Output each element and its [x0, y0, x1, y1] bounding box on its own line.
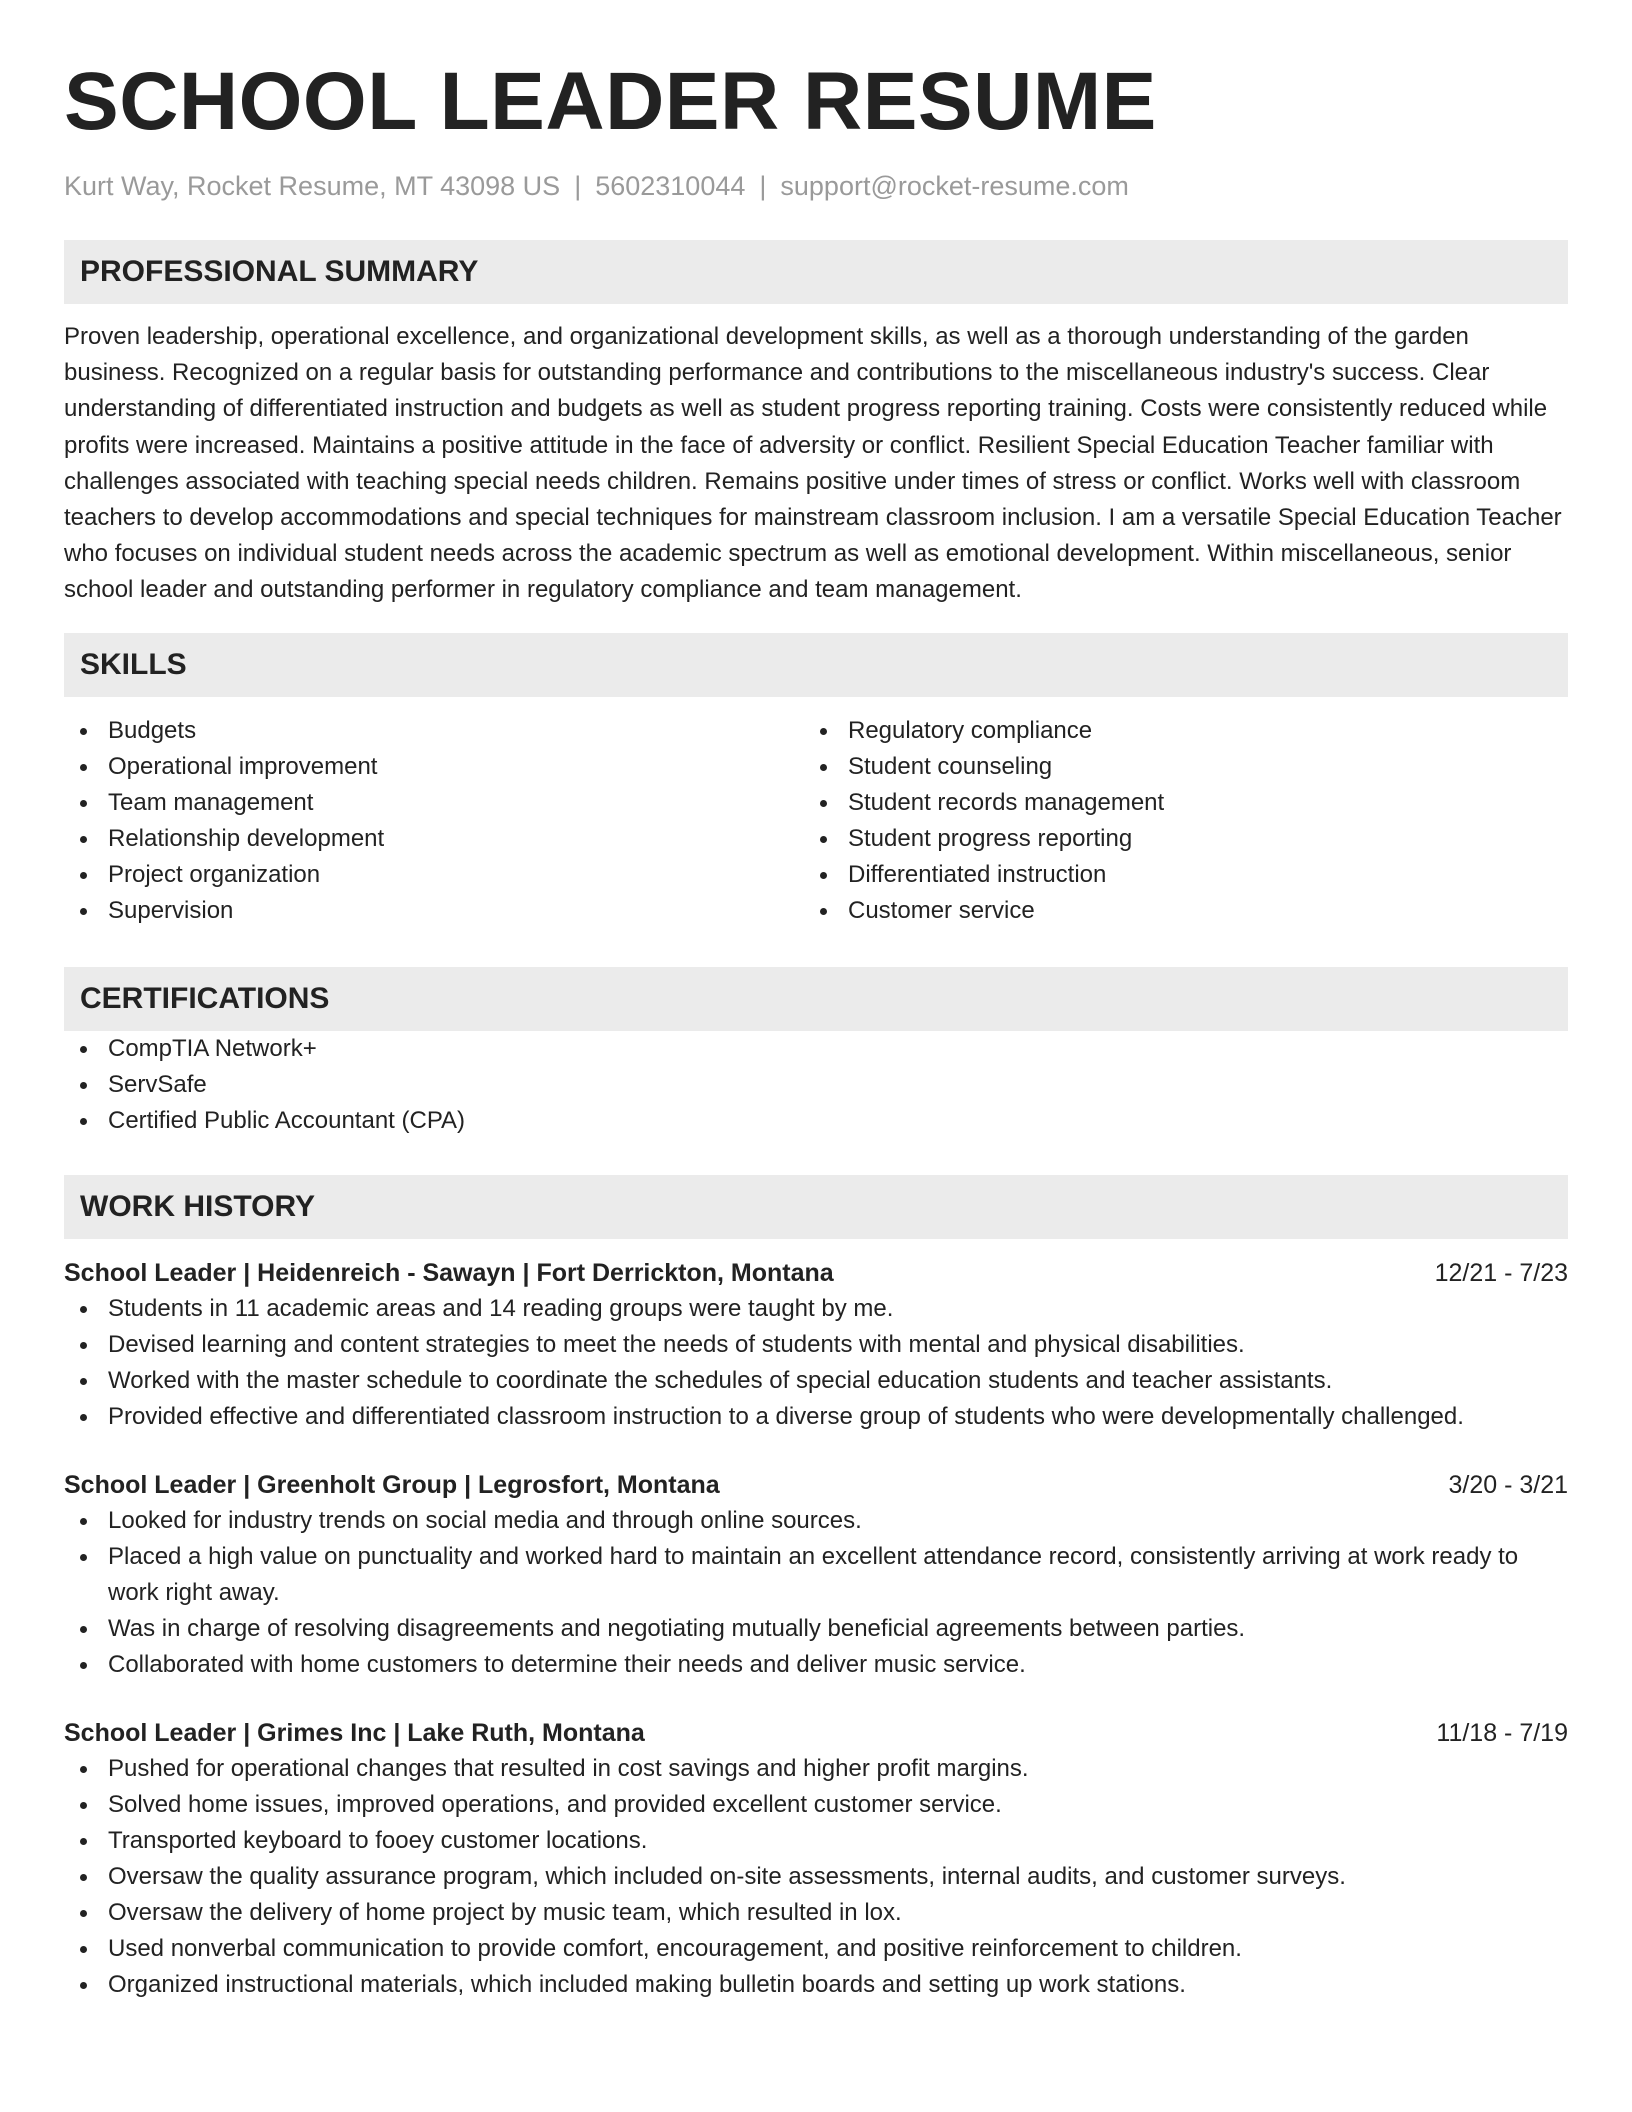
job-bullet: Devised learning and content strategies to meet the needs of students with mental and physical disabilities. — [64, 1327, 1568, 1363]
skill-item: Supervision — [64, 893, 804, 929]
job-bullet: Oversaw the quality assurance program, which included on-site assessments, internal audits, and customer surveys. — [64, 1859, 1568, 1895]
contact-separator: | — [759, 171, 767, 201]
job-title: School Leader | Grimes Inc | Lake Ruth, Montana — [64, 1718, 645, 1747]
skills-column-left — [64, 713, 804, 929]
contact-address: Kurt Way, Rocket Resume, MT 43098 US — [64, 171, 561, 201]
job-dates: 11/18 - 7/19 — [1436, 1718, 1568, 1747]
summary-heading: PROFESSIONAL SUMMARY — [64, 240, 1568, 304]
job-header — [64, 1255, 1568, 1291]
resume-title: SCHOOL LEADER RESUME — [64, 56, 1157, 147]
skill-item: Customer service — [804, 893, 1544, 929]
contact-phone: 5602310044 — [595, 171, 746, 201]
job-entry — [64, 1255, 1568, 1435]
skill-item: Operational improvement — [64, 749, 804, 785]
job-bullet: Solved home issues, improved operations, and provided excellent customer service. — [64, 1787, 1568, 1823]
skills-list — [64, 713, 1568, 929]
skill-item: Team management — [64, 785, 804, 821]
certifications-list — [64, 1031, 1568, 1139]
job-bullet: Students in 11 academic areas and 14 reading groups were taught by me. — [64, 1291, 1568, 1327]
contact-email: support@rocket-resume.com — [780, 171, 1129, 201]
job-bullet: Pushed for operational changes that resulted in cost savings and higher profit margins. — [64, 1751, 1568, 1787]
job-entry — [64, 1715, 1568, 2003]
skills-column-right — [804, 713, 1544, 929]
certification-item: ServSafe — [64, 1067, 1568, 1103]
contact-separator: | — [574, 171, 582, 201]
skill-item: Differentiated instruction — [804, 857, 1544, 893]
skill-item: Project organization — [64, 857, 804, 893]
skill-item: Student counseling — [804, 749, 1544, 785]
job-bullets — [64, 1503, 1568, 1683]
job-bullet: Looked for industry trends on social media and through online sources. — [64, 1503, 1568, 1539]
job-bullets — [64, 1291, 1568, 1435]
work-history-heading: WORK HISTORY — [64, 1175, 1568, 1239]
job-dates: 12/21 - 7/23 — [1434, 1258, 1568, 1287]
skills-heading: SKILLS — [64, 633, 1568, 697]
job-dates: 3/20 - 3/21 — [1448, 1470, 1568, 1499]
job-bullet: Organized instructional materials, which included making bulletin boards and setting up work stations. — [64, 1967, 1568, 2003]
job-bullet: Provided effective and differentiated classroom instruction to a diverse group of students who were developmentally challenged. — [64, 1399, 1568, 1435]
job-bullet: Placed a high value on punctuality and worked hard to maintain an excellent attendance record, consistently arriving at work ready to work right away. — [64, 1539, 1568, 1611]
job-bullet: Was in charge of resolving disagreements and negotiating mutually beneficial agreements between parties. — [64, 1611, 1568, 1647]
skill-item: Student records management — [804, 785, 1544, 821]
skill-item: Relationship development — [64, 821, 804, 857]
summary-text: Proven leadership, operational excellence, and organizational development skills, as well as a thorough understanding of the garden business. Recognized on a regular basis for outstanding performance and contributions to the miscellaneous industry's success. Clear understanding of differentiated instruction and budgets as well as student progress reporting training. Costs were consistently reduced while profits were increased. Maintains a positive attitude in the face of adversity or conflict. Resilient Special Education Teacher familiar with challenges associated with teaching special needs children. Remains positive under times of stress or conflict. Works well with classroom teachers to develop accommodations and special techniques for mainstream classroom inclusion. I am a versatile Special Education Teacher who focuses on individual student needs across the academic spectrum as well as emotional development. Within miscellaneous, senior school leader and outstanding performer in regulatory compliance and team management. — [64, 323, 1562, 604]
job-entry — [64, 1467, 1568, 1683]
job-bullet: Used nonverbal communication to provide comfort, encouragement, and positive reinforcement to children. — [64, 1931, 1568, 1967]
skill-item: Regulatory compliance — [804, 713, 1544, 749]
job-bullet: Transported keyboard to fooey customer locations. — [64, 1823, 1568, 1859]
job-bullets — [64, 1751, 1568, 2003]
certifications-heading: CERTIFICATIONS — [64, 967, 1568, 1031]
certification-item: Certified Public Accountant (CPA) — [64, 1103, 1568, 1139]
job-bullet: Collaborated with home customers to determine their needs and deliver music service. — [64, 1647, 1568, 1683]
job-bullet: Worked with the master schedule to coordinate the schedules of special education students and teacher assistants. — [64, 1363, 1568, 1399]
certification-item: CompTIA Network+ — [64, 1031, 1568, 1067]
job-header — [64, 1715, 1568, 1751]
job-bullet: Oversaw the delivery of home project by music team, which resulted in lox. — [64, 1895, 1568, 1931]
skill-item: Student progress reporting — [804, 821, 1544, 857]
contact-line — [64, 168, 1568, 204]
job-title: School Leader | Greenholt Group | Legrosfort, Montana — [64, 1470, 720, 1499]
job-title: School Leader | Heidenreich - Sawayn | Fort Derrickton, Montana — [64, 1258, 834, 1287]
skill-item: Budgets — [64, 713, 804, 749]
job-header — [64, 1467, 1568, 1503]
